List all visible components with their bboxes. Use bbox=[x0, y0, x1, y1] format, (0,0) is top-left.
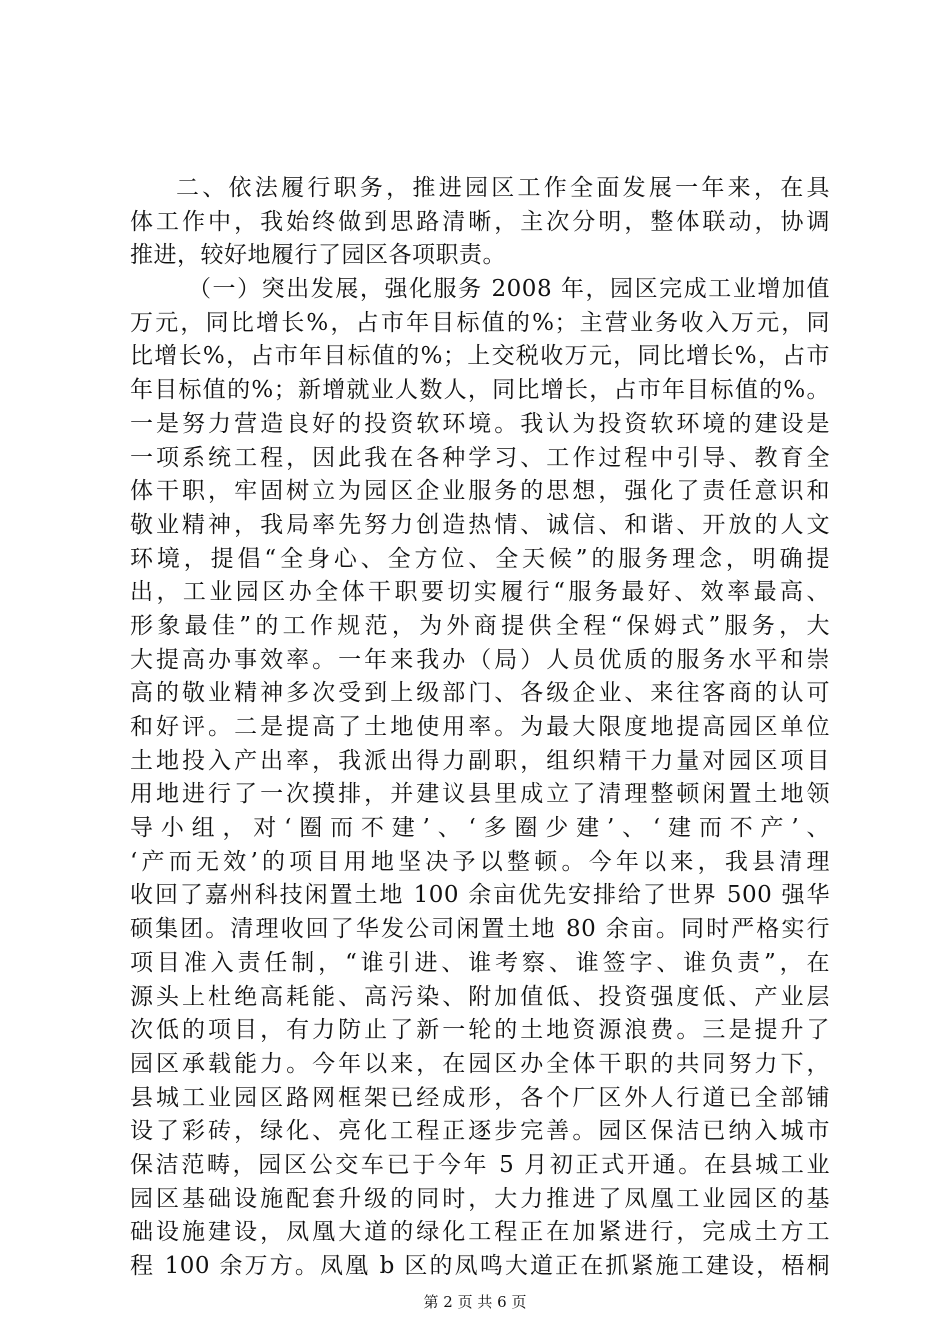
text-line: 环境，提倡“全身心、全方位、全天候”的服务理念，明确提 bbox=[130, 545, 830, 572]
text-line: 础设施建设，凤凰大道的绿化工程正在加紧进行，完成土方工 bbox=[130, 1219, 830, 1246]
text-line: 年目标值的%；新增就业人数人，同比增长，占市年目标值的%。 bbox=[130, 377, 830, 404]
text-line: 土地投入产出率，我派出得力副职，组织精干力量对园区项目 bbox=[130, 747, 830, 774]
text-line: 大提高办事效率。一年来我办（局）人员优质的服务水平和崇 bbox=[130, 646, 830, 673]
body-text bbox=[130, 172, 830, 1284]
text-line: 收回了嘉州科技闲置土地 100 余亩优先安排给了世界 500 强华 bbox=[130, 882, 830, 909]
text-line: 源头上杜绝高耗能、高污染、附加值低、投资强度低、产业层 bbox=[130, 983, 830, 1010]
text-line: 敬业精神，我局率先努力创造热情、诚信、和谐、开放的人文 bbox=[130, 511, 830, 538]
text-line: 高的敬业精神多次受到上级部门、各级企业、来往客商的认可 bbox=[130, 680, 830, 707]
text-line: ‘产而无效’的项目用地坚决予以整顿。今年以来，我县清理 bbox=[130, 848, 830, 875]
text-line: 体工作中，我始终做到思路清晰，主次分明，整体联动，协调 bbox=[130, 208, 830, 235]
text-line: （一）突出发展，强化服务 2008 年，园区完成工业增加值 bbox=[188, 276, 830, 303]
text-line: 导小组，对‘圈而不建’、‘多圈少建’、‘建而不产’、 bbox=[130, 815, 830, 842]
text-line: 推进，较好地履行了园区各项职责。 bbox=[130, 242, 506, 269]
text-line: 形象最佳”的工作规范，为外商提供全程“保姆式”服务，大 bbox=[130, 612, 830, 639]
text-line: 比增长%，占市年目标值的%；上交税收万元，同比增长%，占市 bbox=[130, 343, 830, 370]
text-line: 一项系统工程，因此我在各种学习、工作过程中引导、教育全 bbox=[130, 444, 830, 471]
text-line: 一是努力营造良好的投资软环境。我认为投资软环境的建设是 bbox=[130, 410, 830, 437]
text-line: 和好评。二是提高了土地使用率。为最大限度地提高园区单位 bbox=[130, 714, 830, 740]
text-line: 园区基础设施配套升级的同时，大力推进了凤凰工业园区的基 bbox=[130, 1185, 830, 1212]
text-line: 项目准入责任制，“谁引进、谁考察、谁签字、谁负责”，在 bbox=[130, 949, 830, 976]
text-line: 出，工业园区办全体干职要切实履行“服务最好、效率最高、 bbox=[130, 579, 830, 606]
text-line: 体干职，牢固树立为园区企业服务的思想，强化了责任意识和 bbox=[130, 478, 830, 505]
text-line: 二、依法履行职务，推进园区工作全面发展一年来，在具 bbox=[176, 175, 830, 201]
text-line: 设了彩砖，绿化、亮化工程正逐步完善。园区保洁已纳入城市 bbox=[130, 1118, 830, 1145]
text-line: 保洁范畴，园区公交车已于今年 5 月初正式开通。在县城工业 bbox=[130, 1151, 830, 1178]
text-line: 县城工业园区路网框架已经成形，各个厂区外人行道已全部铺 bbox=[130, 1084, 830, 1111]
text-line: 万元，同比增长%，占市年目标值的%；主营业务收入万元，同 bbox=[130, 309, 830, 336]
text-line: 次低的项目，有力防止了新一轮的土地资源浪费。三是提升了 bbox=[130, 1017, 830, 1044]
text-line: 园区承载能力。今年以来，在园区办全体干职的共同努力下， bbox=[130, 1050, 830, 1077]
page-footer: 第 2 页 共 6 页 bbox=[423, 1293, 527, 1311]
text-line: 用地进行了一次摸排，并建议县里成立了清理整顿闲置土地领 bbox=[130, 781, 830, 808]
text-line: 程 100 余万方。凤凰 b 区的凤鸣大道正在抓紧施工建设，梧桐 bbox=[130, 1253, 830, 1279]
text-line: 硕集团。清理收回了华发公司闲置土地 80 余亩。同时严格实行 bbox=[130, 916, 830, 943]
